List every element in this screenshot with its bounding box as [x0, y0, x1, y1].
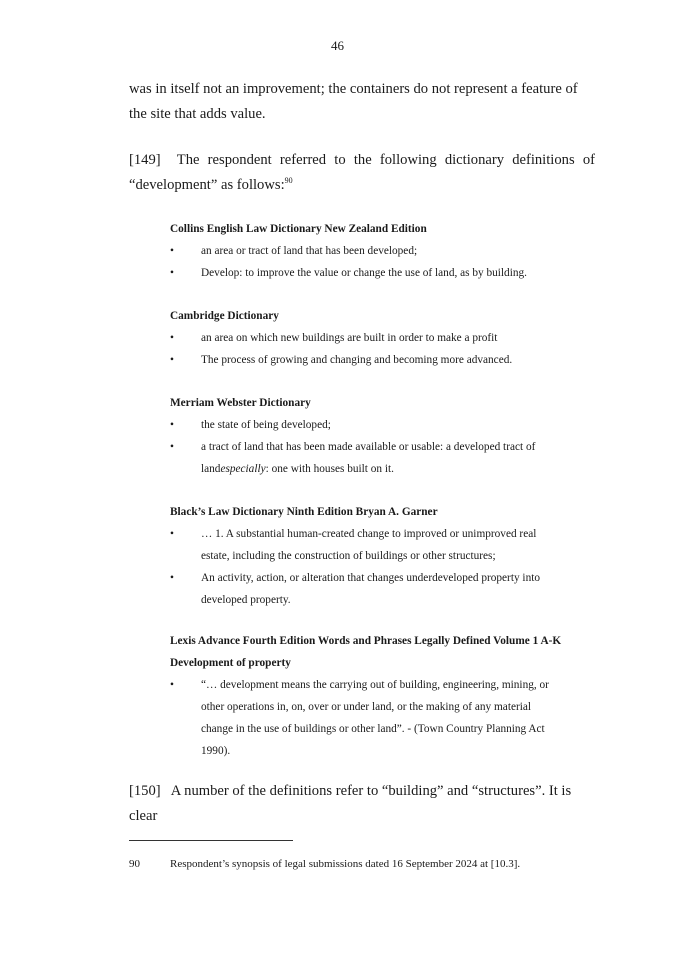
footnote-text: Respondent’s synopsis of legal submissions dated 16 September 2024 at [10.3].	[170, 858, 521, 870]
paragraph-text: A number of the definitions refer to “building” and “structures”. It is clear	[129, 783, 572, 824]
bullet-icon: •	[170, 679, 174, 691]
paragraph-number: [149]	[129, 152, 161, 168]
intro-paragraph	[129, 77, 595, 127]
bullet-icon: •	[170, 354, 174, 366]
definition-item: • Develop: to improve the value or change the use of land, as by building.	[170, 262, 565, 284]
paragraph-number: [150]	[129, 783, 161, 799]
dictionary-title: Black’s Law Dictionary Ninth Edition Bryan A. Garner	[170, 506, 438, 518]
bullet-icon: •	[170, 528, 174, 540]
page-number: 46	[331, 38, 344, 53]
definition-item: • … 1. A substantial human-created change to improved or unimproved real estate, including the construction of buildings or other structures;	[170, 523, 565, 567]
bullet-icon: •	[170, 332, 174, 344]
dictionary-title: Cambridge Dictionary	[170, 310, 279, 322]
bullet-icon: •	[170, 441, 174, 453]
bullet-icon: •	[170, 572, 174, 584]
bullet-icon: •	[170, 267, 174, 279]
intro-text: was in itself not an improvement; the containers do not represent a feature of the site that adds value.	[129, 81, 578, 122]
definition-item: • “… development means the carrying out of building, engineering, mining, or other operations in, on, over or under land, or the making of any material change in the use of buildings or other land”. - (Town Country Planning Act 1990).	[170, 674, 565, 762]
dictionary-entry-blacks-law	[170, 501, 565, 611]
dictionary-entry-cambridge	[170, 305, 565, 371]
paragraph-150	[129, 779, 595, 829]
dictionary-entry-lexis	[170, 630, 565, 762]
definition-item: • The process of growing and changing and becoming more advanced.	[170, 349, 565, 371]
dictionary-entry-merriam-webster	[170, 392, 565, 480]
definition-item: • an area or tract of land that has been developed;	[170, 240, 565, 262]
dictionary-title: Lexis Advance Fourth Edition Words and Phrases Legally Defined Volume 1 A-K Development of property	[170, 635, 562, 669]
dictionary-title: Merriam Webster Dictionary	[170, 397, 311, 409]
definition-item: • An activity, action, or alteration that changes underdeveloped property into developed property.	[170, 567, 565, 611]
dictionary-entry-collins	[170, 218, 565, 284]
definition-item: • the state of being developed;	[170, 414, 565, 436]
dictionary-title: Collins English Law Dictionary New Zealand Edition	[170, 223, 427, 235]
definition-item: • an area on which new buildings are built in order to make a profit	[170, 327, 565, 349]
definition-item: • a tract of land that has been made available or usable: a developed tract of landespecially: one with houses built on it.	[170, 436, 565, 480]
emphasis-text: especially	[220, 463, 266, 475]
paragraph-text: The respondent referred to the following dictionary definitions of “development” as follows:	[129, 152, 595, 193]
footnote-divider	[129, 840, 293, 841]
footnote-number: 90	[129, 858, 140, 870]
bullet-icon: •	[170, 245, 174, 257]
paragraph-149	[129, 148, 595, 198]
bullet-icon: •	[170, 419, 174, 431]
footnote-reference[interactable]: 90	[284, 176, 293, 186]
